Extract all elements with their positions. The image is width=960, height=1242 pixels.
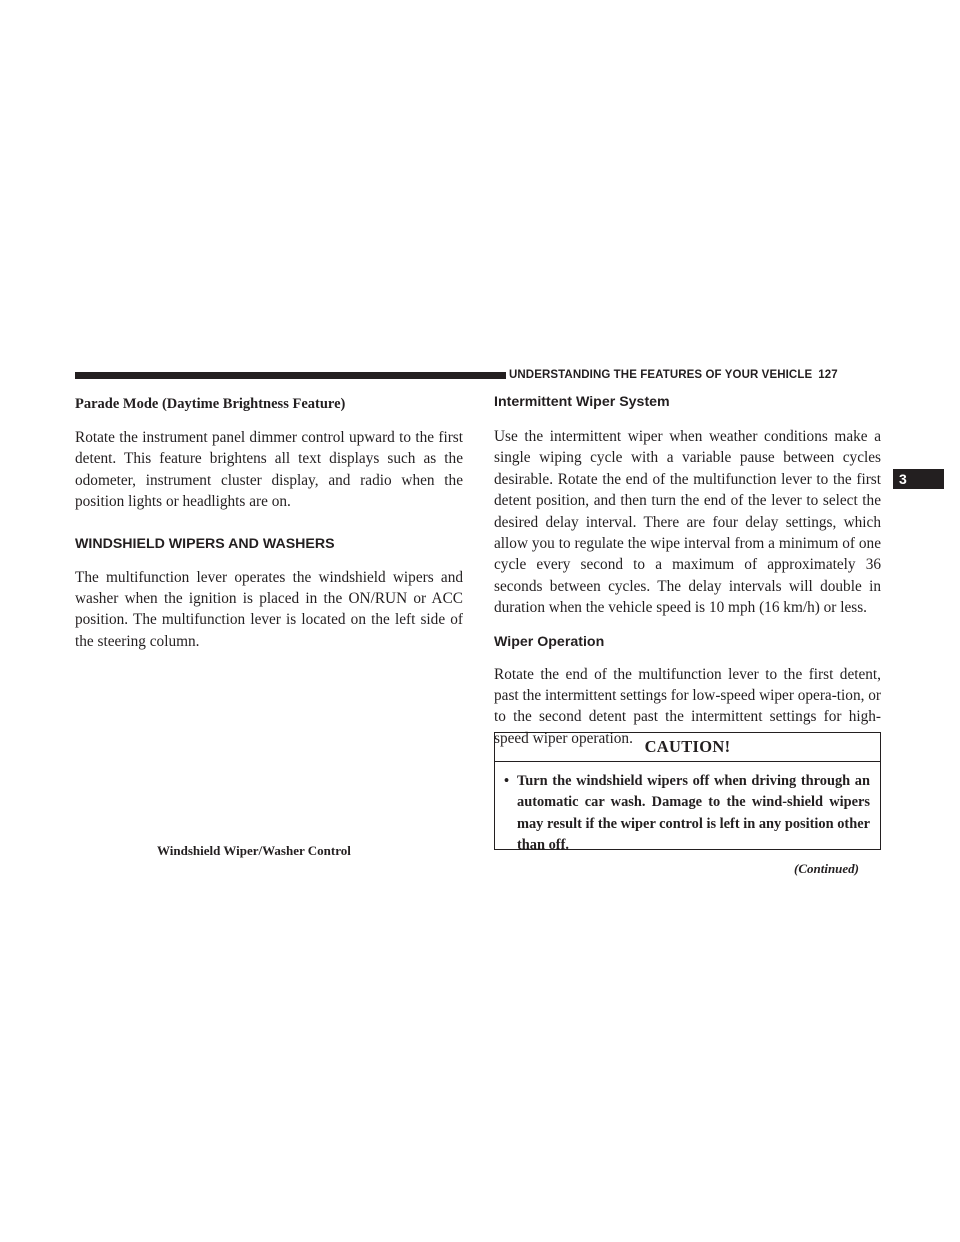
caution-text: Turn the windshield wipers off when driving through an automatic car wash. Damage to the wind-shield wipers may result if the wiper control is left in any position other than off. (517, 773, 870, 853)
caution-title: CAUTION! (495, 733, 880, 762)
header-rule (75, 372, 506, 379)
running-header (509, 366, 881, 384)
page-number: 127 (818, 369, 838, 381)
right-column (494, 392, 881, 749)
left-column (75, 394, 463, 652)
continued-note: (Continued) (794, 861, 860, 876)
intermittent-wiper-heading: Intermittent Wiper System (494, 394, 670, 410)
wiper-operation-paragraph: Rotate the end of the multifunction lever to the first detent, past the intermittent settings for low-speed wiper opera-tion, or to the second detent past the intermittent settings for high-speed wiper operation. (494, 665, 881, 747)
figure-caption: Windshield Wiper/Washer Control (157, 843, 351, 858)
intermittent-wiper-paragraph: Use the intermittent wiper when weather conditions make a single wiping cycle with a variable pause between cycles desirable. Rotate the end of the multifunction lever to the first detent position, and then turn the end of the lever to select the desired delay interval. There are four delay settings, which allow you to regulate the wipe interval from a minimum of one cycle every second to a maximum of approximately 36 seconds between cycles. The delay intervals will double in duration when the vehicle speed is 10 mph (16 km/h) or less. (494, 428, 881, 617)
running-header-title: UNDERSTANDING THE FEATURES OF YOUR VEHICLE (509, 369, 813, 381)
wiper-operation-heading: Wiper Operation (494, 633, 605, 650)
windshield-wipers-paragraph: The multifunction lever operates the windshield wipers and washer when the ignition is placed in the ON/RUN or ACC position. The multifunction lever is located on the left side of the steering column. (75, 568, 463, 650)
chapter-tab[interactable]: 3 (893, 469, 944, 489)
parade-mode-heading: Parade Mode (Daytime Brightness Feature) (75, 396, 346, 412)
windshield-wipers-heading: WINDSHIELD WIPERS AND WASHERS (75, 535, 335, 552)
bullet-icon: • (504, 773, 510, 789)
caution-body (495, 762, 880, 856)
parade-mode-paragraph: Rotate the instrument panel dimmer control upward to the first detent. This feature brightens all text displays such as the odometer, instrument cluster display, and radio when the position lights or headlights are on. (75, 429, 463, 511)
caution-box (494, 732, 881, 853)
